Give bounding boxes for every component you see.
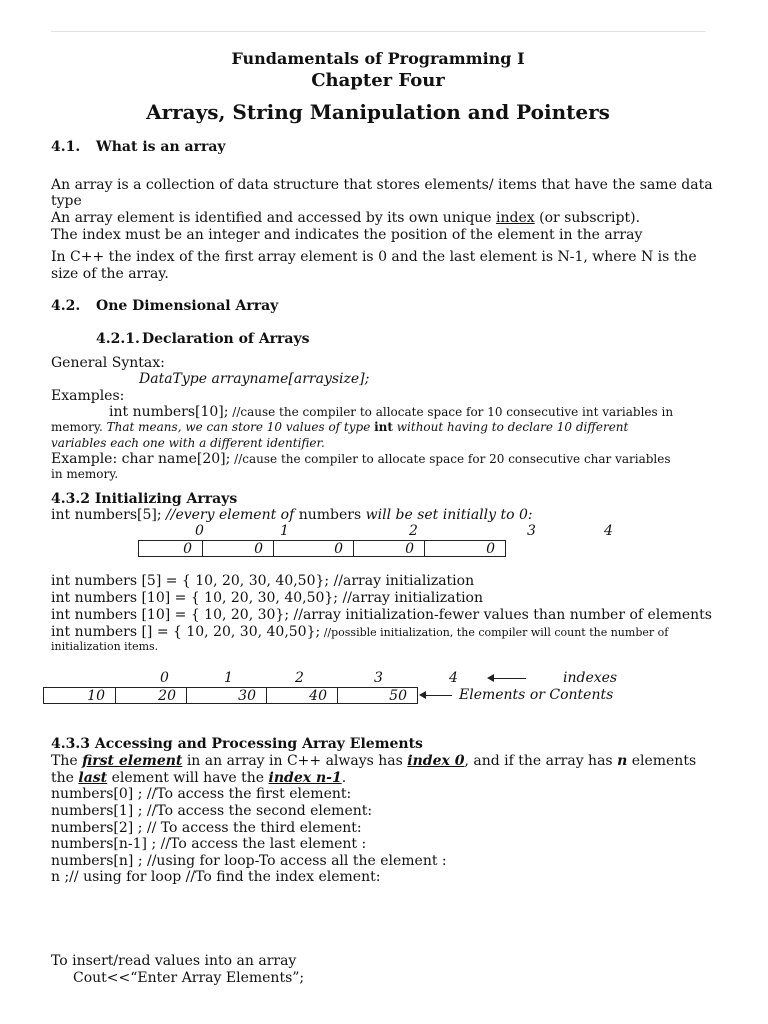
array1-cell-2: 0 [273,540,354,557]
code-line-5: n ;// using for loop //To find the index element: [51,869,381,885]
array2-cell-1: 20 [115,687,187,704]
n-term: n [617,753,628,769]
access-l2-e: . [341,770,347,786]
code-line-0: numbers[0] ; //To access the first element: [51,786,352,802]
example1-line [51,404,705,420]
para-array-element-pre: An array element is identified and accessed by its own unique [51,210,497,226]
example2-line [51,451,671,467]
access-l1-g: elements [627,753,697,769]
init-zero-code: int numbers[5]; [51,507,162,523]
array2-index-2: 2 [295,670,304,686]
example1-int-keyword: int [374,420,393,434]
last-term: last [78,770,108,786]
example2-cont: in memory. [51,467,119,481]
code-line-1: numbers[1] ; //To access the second element: [51,803,373,819]
first-element-term: first element [82,753,183,769]
para-index-integer: The index must be an integer and indicates the position of the element in the array [51,227,643,243]
index-0-term: index 0 [407,753,465,769]
index-term: index [496,210,535,226]
indexes-arrow-head [487,674,494,682]
init-line-3 [51,607,712,623]
array2-cell-0: 10 [43,687,116,704]
init-line-4-comment: //possible initialization, the compiler will count the number of [320,626,669,639]
init-line-1-comment: //array initialization [329,573,475,589]
example1-explanation-cont: variables each one with a different identifier. [51,436,325,450]
example2-comment: //cause the compiler to allocate space for 20 consecutive char variables [230,452,671,466]
init-zero-numbers: numbers [294,507,362,523]
code-line-3: numbers[n-1] ; //To access the last element : [51,836,367,852]
section-4-1-number: 4.1. [51,139,81,155]
para-array-def: An array is a collection of data structure that stores elements/ items that have the same data [51,177,713,193]
array1-index-3: 3 [527,523,536,539]
array2-cell-3: 40 [266,687,338,704]
para-cpp-index-cont: size of the array. [51,266,169,282]
section-4-2-1-number: 4.2.1. [96,331,140,347]
para-cpp-index: In C++ the index of the first array element is 0 and the last element is N-1, where N is the [51,249,697,265]
cout-line: Cout<<“Enter Array Elements”; [73,970,305,986]
para-array-element [51,210,640,226]
array2-index-0: 0 [160,670,169,686]
array1-index-1: 1 [280,523,289,539]
init-zero-line [51,507,533,523]
para-array-element-post: (or subscript). [534,210,641,226]
access-line-2 [51,770,346,786]
array1-cell-1: 0 [202,540,274,557]
init-zero-italic-b: will be set initially to 0: [361,507,533,523]
general-syntax-label: General Syntax: [51,355,165,371]
code-line-4: numbers[n] ; //using for loop-To access all the element : [51,853,447,869]
init-line-4-code: int numbers [] = { 10, 20, 30, 40,50}; [51,624,321,640]
access-l1-e: , and if the array has [464,753,618,769]
init-zero-italic-a: //every element of [161,507,295,523]
access-line-1 [51,753,696,769]
course-title: Fundamentals of Programming I [231,49,525,68]
example1-memory: memory. [51,420,103,434]
init-line-3-code: int numbers [10] = { 10, 20, 30}; [51,607,290,623]
section-4-3-3-heading: 4.3.3 Accessing and Processing Array Elements [51,736,423,752]
array2-index-3: 3 [374,670,383,686]
examples-label: Examples: [51,388,125,404]
array1-cell-4: 0 [424,540,506,557]
code-line-2: numbers[2] ; // To access the third element: [51,820,362,836]
array2-index-4: 4 [449,670,458,686]
contents-arrow-head [419,691,426,699]
section-4-3-2-heading: 4.3.2 Initializing Arrays [51,491,238,507]
init-line-4 [51,624,668,640]
top-rule [51,31,706,32]
indexes-label: indexes [563,670,618,686]
access-l1-a: The [51,753,83,769]
example1-code: int numbers[10]; [109,404,229,420]
array1-index-2: 2 [409,523,418,539]
array1-index-4: 4 [604,523,613,539]
section-4-2-number: 4.2. [51,298,81,314]
section-4-1-heading: What is an array [96,139,226,155]
access-l2-c: element will have the [107,770,269,786]
contents-arrow-line [425,695,452,696]
init-line-1-code: int numbers [5] = { 10, 20, 30, 40,50}; [51,573,330,589]
array2-index-1: 1 [224,670,233,686]
insert-values-line: To insert/read values into an array [51,953,297,969]
example2-code: Example: char name[20]; [51,451,231,467]
access-l1-c: in an array in C++ always has [182,753,408,769]
array2-cell-4: 50 [337,687,418,704]
array2-cell-2: 30 [186,687,267,704]
example1-italic-a: That means, we can store 10 values of type [102,420,375,434]
chapter-title: Chapter Four [311,70,445,91]
array1-index-0: 0 [195,523,204,539]
page-title: Arrays, String Manipulation and Pointers [146,100,610,124]
init-line-2-comment: //array initialization [338,590,484,606]
init-line-1 [51,573,474,589]
section-4-2-1-heading: Declaration of Arrays [142,331,310,347]
index-n-1-term: index n-1 [268,770,342,786]
section-4-2-heading: One Dimensional Array [96,298,279,314]
example1-explanation [51,420,705,434]
init-line-4-cont: initialization items. [51,640,159,653]
para-array-def-cont: type [51,193,82,209]
init-line-3-comment: //array initialization-fewer values than number of elements [289,607,712,623]
example1-italic-b: without having to declare 10 different [392,420,629,434]
contents-label: Elements or Contents [459,687,614,703]
init-line-2-code: int numbers [10] = { 10, 20, 30, 40,50}; [51,590,339,606]
example1-comment: //cause the compiler to allocate space for 10 consecutive int variables in [228,405,674,419]
array1-cell-0: 0 [138,540,203,557]
init-line-2 [51,590,483,606]
access-l2-a: the [51,770,79,786]
syntax-line: DataType arrayname[arraysize]; [139,371,370,387]
indexes-arrow-line [493,678,526,679]
array1-cell-3: 0 [353,540,425,557]
